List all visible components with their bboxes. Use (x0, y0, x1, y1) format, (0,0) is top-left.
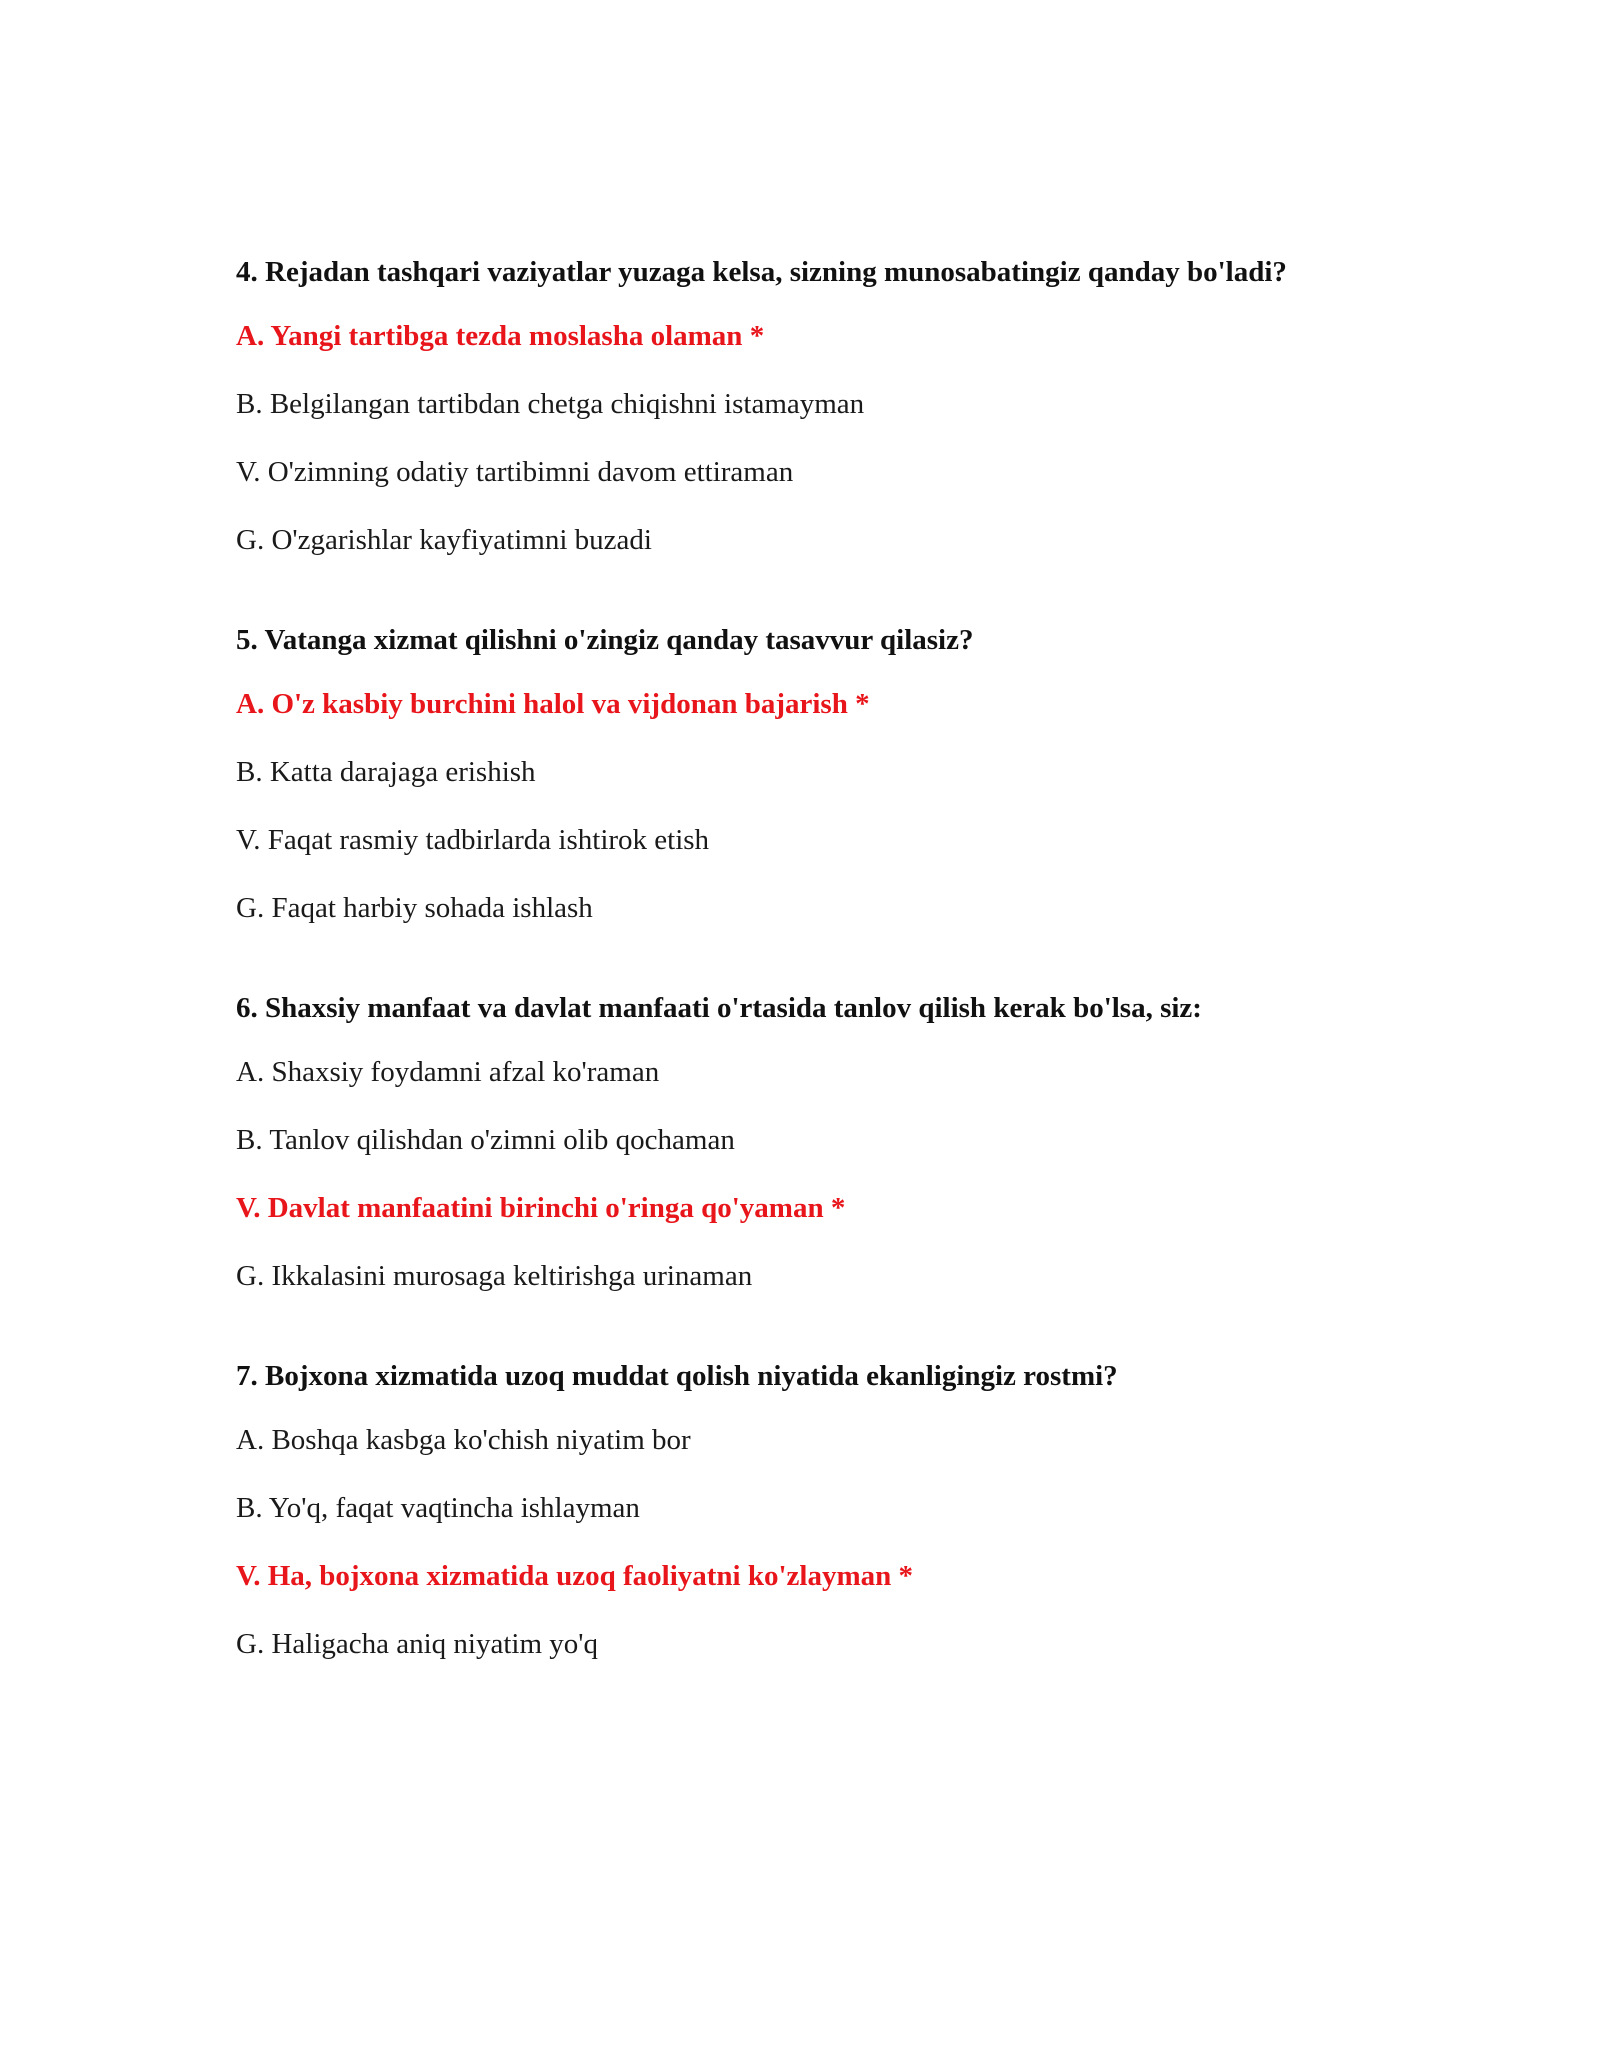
answer-option: G. Ikkalasini murosaga keltirishga urinaman (236, 1260, 753, 1292)
question-block-4 (236, 252, 1336, 560)
answer-option-correct: A. O'z kasbiy burchini halol va vijdonan bajarish * (236, 688, 870, 720)
answer-option: B. Yo'q, faqat vaqtincha ishlayman (236, 1492, 640, 1524)
answer-option: A. Shaxsiy foydamni afzal ko'raman (236, 1056, 660, 1088)
answer-option: V. O'zimning odatiy tartibimni davom ettiraman (236, 456, 794, 488)
question-block-7 (236, 1356, 1336, 1664)
answer-option-correct: V. Ha, bojxona xizmatida uzoq faoliyatni ko'zlayman * (236, 1560, 913, 1592)
answer-option: B. Tanlov qilishdan o'zimni olib qochaman (236, 1124, 735, 1156)
answer-option: G. Faqat harbiy sohada ishlash (236, 892, 593, 924)
questionnaire (236, 252, 1336, 1724)
answer-option: G. O'zgarishlar kayfiyatimni buzadi (236, 524, 652, 556)
answer-option-correct: A. Yangi tartibga tezda moslasha olaman * (236, 320, 765, 352)
question-title: 7. Bojxona xizmatida uzoq muddat qolish niyatida ekanligingiz rostmi? (236, 1360, 1118, 1392)
answer-option: A. Boshqa kasbga ko'chish niyatim bor (236, 1424, 691, 1456)
question-title: 6. Shaxsiy manfaat va davlat manfaati o'rtasida tanlov qilish kerak bo'lsa, siz: (236, 992, 1202, 1024)
question-title: 5. Vatanga xizmat qilishni o'zingiz qanday tasavvur qilasiz? (236, 624, 974, 656)
question-title: 4. Rejadan tashqari vaziyatlar yuzaga kelsa, sizning munosabatingiz qanday bo'ladi? (236, 256, 1287, 288)
answer-option: B. Belgilangan tartibdan chetga chiqishni istamayman (236, 388, 865, 420)
answer-option: V. Faqat rasmiy tadbirlarda ishtirok etish (236, 824, 710, 856)
answer-option: G. Haligacha aniq niyatim yo'q (236, 1628, 598, 1660)
question-block-5 (236, 620, 1336, 928)
answer-option-correct: V. Davlat manfaatini birinchi o'ringa qo'yaman * (236, 1192, 846, 1224)
answer-option: B. Katta darajaga erishish (236, 756, 536, 788)
question-block-6 (236, 988, 1336, 1296)
